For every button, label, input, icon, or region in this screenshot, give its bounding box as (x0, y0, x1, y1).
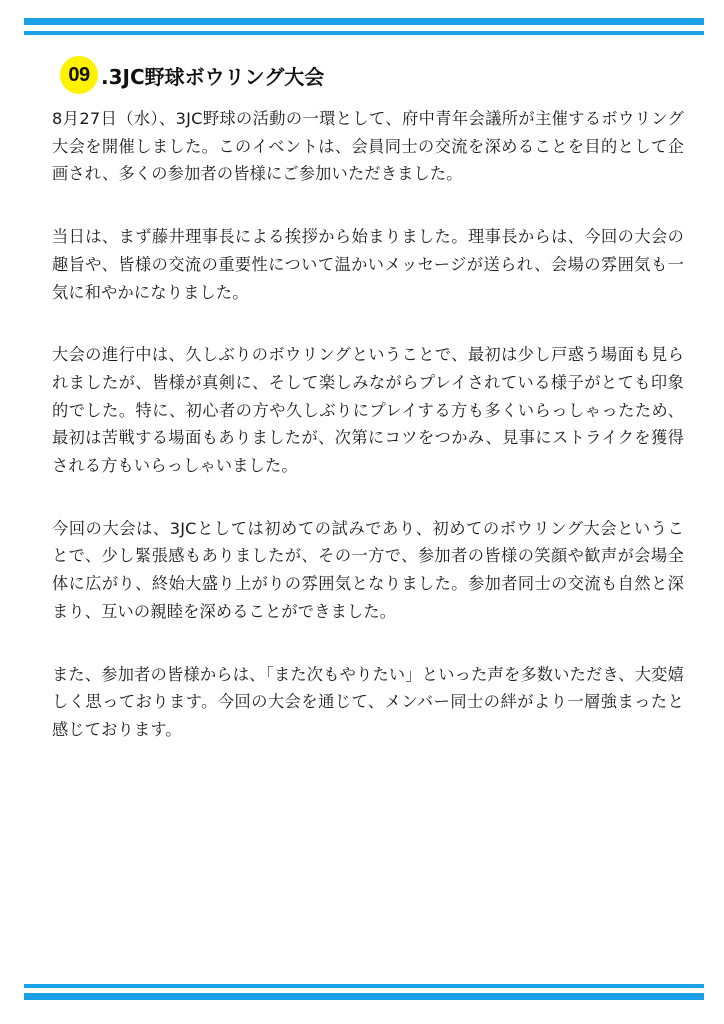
section-heading (60, 56, 324, 94)
bottom-rule-thick (24, 993, 704, 1000)
top-rule-thin (24, 31, 704, 35)
top-rule-thick (24, 18, 704, 25)
bottom-rule-thin (24, 984, 704, 988)
paragraph-2: 当日は、まず藤井理事長による挨拶から始まりました。理事長からは、今回の大会の趣旨や、皆様の交流の重要性について温かいメッセージが送られ、会場の雰囲気も一気に和やかになりました。 (52, 227, 684, 302)
paragraph-5: また、参加者の皆様からは、「また次もやりたい」といった声を多数いただき、大変嬉しく思っております。今回の大会を通じて、メンバー同士の絆がより一層強まったと感じております。 (52, 664, 684, 739)
section-title: .3JC野球ボウリング大会 (101, 64, 325, 89)
paragraph-4: 今回の大会は、3JCとしては初めての試みであり、初めてのボウリング大会ということで、少し緊張感もありましたが、その一方で、参加者の皆様の笑顔や歓声が会場全体に広がり、終始大盛り上がりの雰囲気となりました。参加者同士の交流も自然と深まり、互いの親睦を深めることができました。 (52, 518, 684, 621)
paragraph-3: 大会の進行中は、久しぶりのボウリングということで、最初は少し戸惑う場面も見られましたが、皆様が真剣に、そして楽しみながらプレイされている様子がとても印象的でした。特に、初心者の方や久しぶりにプレイする方も多くいらっしゃったため、最初は苦戦する場面もありましたが、次第にコツをつかみ、見事にストライクを獲得される方もいらっしゃいました。 (52, 345, 684, 476)
section-number-badge: 09 (60, 56, 98, 94)
paragraph-1: 8月27日（水）、3JC野球の活動の一環として、府中青年会議所が主催するボウリング大会を開催しました。このイベントは、会員同士の交流を深めることを目的として企画され、多くの参加者の皆様にご参加いただきました。 (52, 109, 684, 184)
article-body (52, 105, 684, 779)
